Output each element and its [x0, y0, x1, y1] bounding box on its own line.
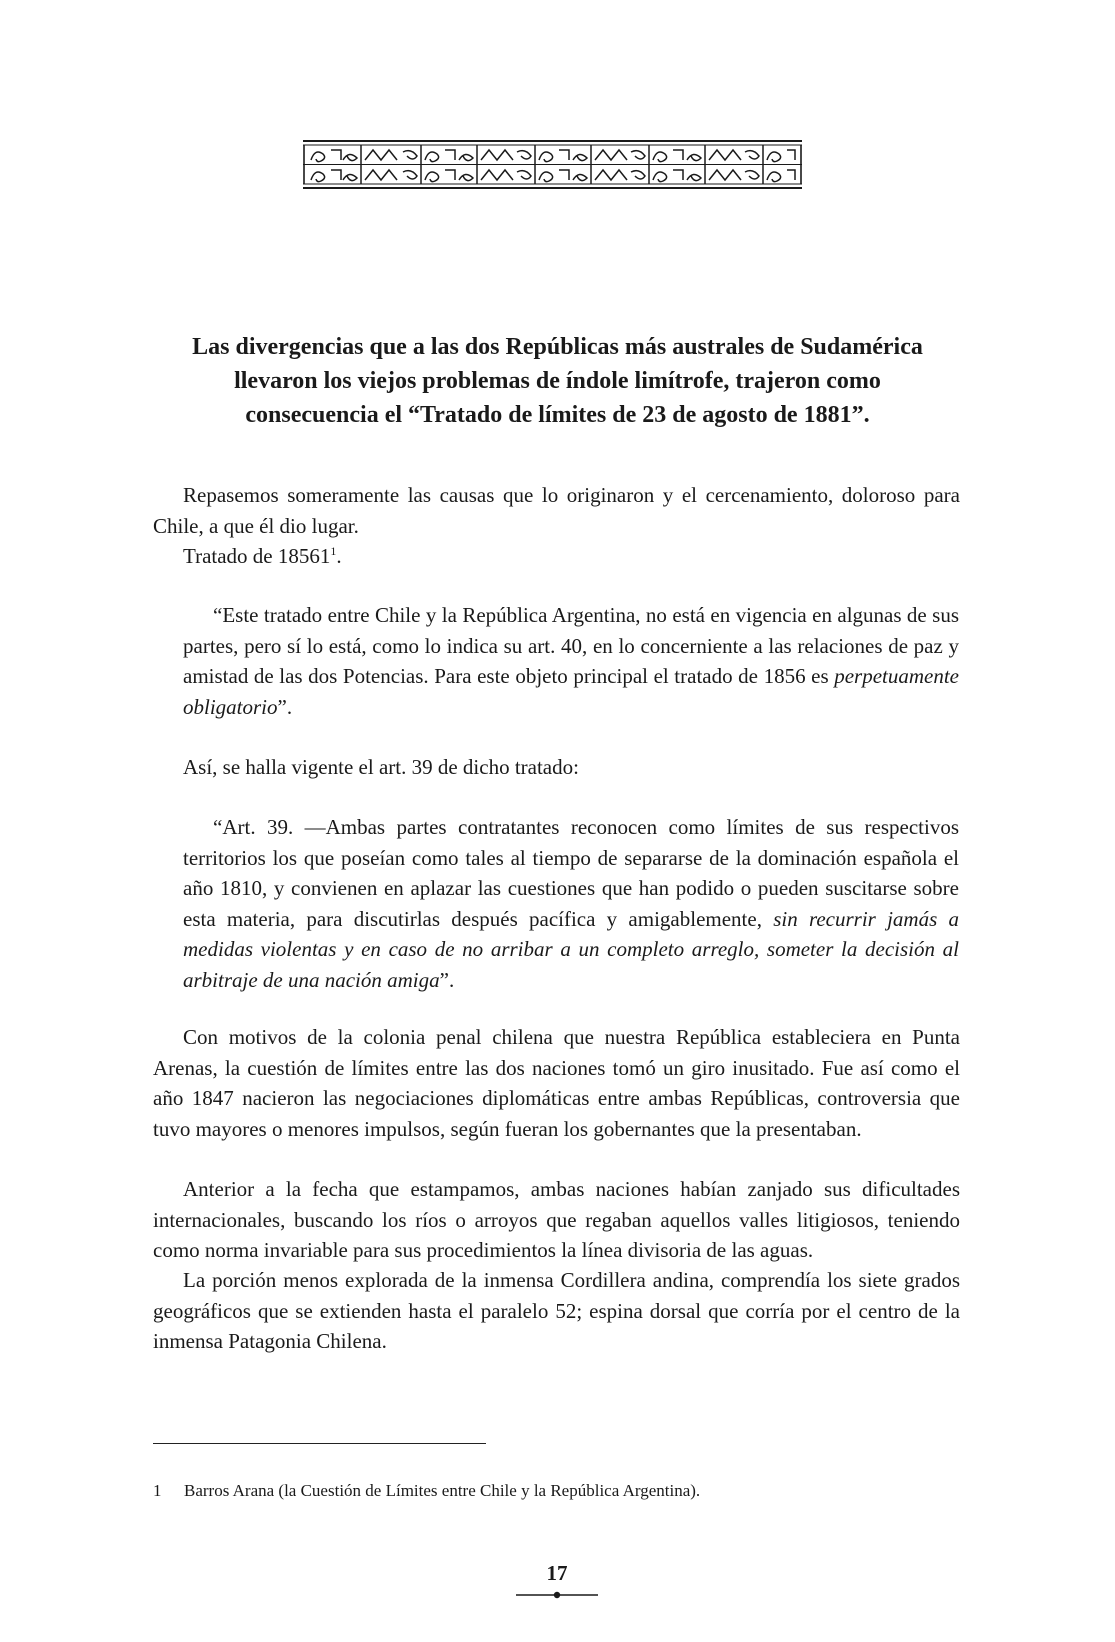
footnote-number: 1: [153, 1481, 162, 1500]
quote-2-italic: sin recurrir jamás a medidas violentas y en caso de no arribar a un completo arreglo, someter la decisión al arbitraje de una nación amiga: [183, 906, 959, 992]
quote-2-end: ”.: [439, 967, 455, 992]
footnote-text: Barros Arana (la Cuestión de Límites entre Chile y la República Argentina).: [184, 1481, 701, 1500]
heading-line-2: llevaron los viejos problemas de índole limítrofe, trajeron como: [234, 368, 881, 394]
paragraph-3: La porción menos explorada de la inmensa Cordillera andina, comprendía los siete grados geográficos que se extienden hasta el paralelo 52; espina dorsal que corría por el centro de la inmensa Patagonia Chilena.: [153, 1268, 960, 1353]
quote-1: [183, 600, 959, 722]
paragraph-2: Anterior a la fecha que estampamos, ambas naciones habían zanjado sus dificultades internacionales, buscando los ríos o arroyos que regaban aquellos valles litigiosos, teniendo como norma invariable para sus procedimientos la línea divisoria de las aguas.: [153, 1177, 960, 1262]
vigente-paragraph: Así, se halla vigente el art. 39 de dicho tratado:: [183, 755, 579, 779]
treaty-line: [153, 541, 960, 572]
page-number: 17: [546, 1561, 568, 1585]
heading-line-3: consecuencia el “Tratado de límites de 23 de agosto de 1881”.: [245, 402, 870, 428]
quote-1-italic: perpetuamente obligatorio: [183, 664, 959, 719]
quote-1-end: ”.: [277, 694, 293, 719]
paragraph-1: Con motivos de la colonia penal chilena que nuestra República estableciera en Punta Arenas, la cuestión de límites entre las dos naciones tomó un giro inusitado. Fue así como el año 1847 nacieron las negociaciones diplomáticas entre ambas Repúblicas, controversia que tuvo mayores o menores impulsos, según fueran los gobernantes que la presentaban.: [153, 1025, 960, 1141]
intro-paragraph: Repasemos someramente las causas que lo originaron y el cercenamiento, doloroso para Chile, a que él dio lugar.: [153, 483, 960, 538]
quote-1-text: “Este tratado entre Chile y la República Argentina, no está en vigencia en algunas de sus partes, pero sí lo está, como lo indica su art. 40, en lo concerniente a las relaciones de paz y amistad de las dos Potencias. Para este objeto principal el tratado de 1856 es: [183, 603, 959, 688]
treaty-line-end: .: [336, 544, 342, 568]
footnote-divider: [153, 1443, 486, 1444]
header-ornament-icon: [303, 140, 802, 189]
heading-line-1: Las divergencias que a las dos Repúblicas más australes de Sudamérica: [192, 334, 923, 360]
footnote: [153, 1479, 960, 1503]
quote-2-text: “Art. 39. —Ambas partes contratantes reconocen como límites de sus respectivos territorios los que poseían como tales al tiempo de separarse de la dominación española el año 1810, y convienen en aplazar las cuestiones que han podido o pueden suscitarse sobre esta materia, para discutirlas después pacífica y amigablemente,: [183, 815, 959, 931]
quote-2: [183, 812, 959, 995]
footnote-ref[interactable]: 1: [330, 544, 337, 558]
treaty-line-text: Tratado de 18561: [183, 544, 331, 568]
chapter-heading: [150, 330, 965, 432]
page-number-ornament-icon: [516, 1590, 598, 1600]
